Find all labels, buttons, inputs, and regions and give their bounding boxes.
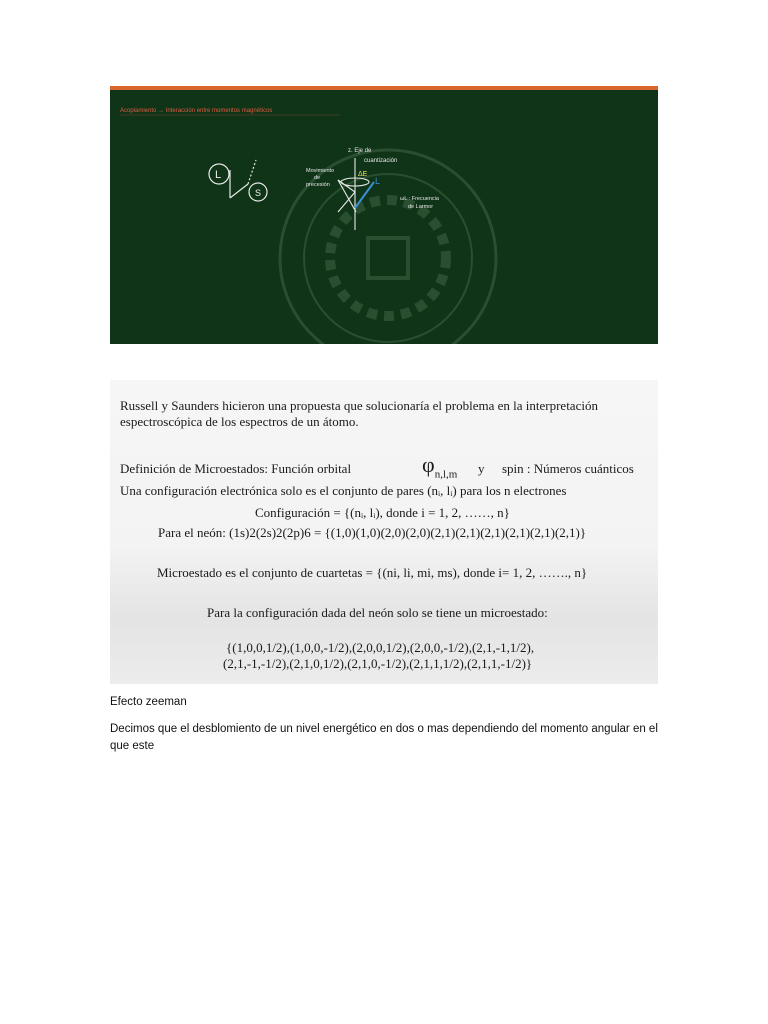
slide-line-2: espectroscópica de los espectros de un átomo. [120,414,359,429]
phi-symbol [422,452,457,480]
label-de: de [314,175,321,181]
slide-line-9: {(1,0,0,1/2),(1,0,0,-1/2),(2,0,0,1/2),(2,0,0,-1/2),(2,1,-1,1/2), [226,640,535,655]
board-header: Acoplamiento → Interacción entre momentos magnéticos [120,108,273,114]
blackboard-image [110,86,658,344]
slide-line-4: Una configuración electrónica solo es el conjunto de pares (nᵢ, lᵢ) para los n electrones [120,483,567,498]
label-L: L [215,169,222,181]
slide-line-5: Configuración = {(nᵢ, lᵢ), donde i = 1, 2, ……, n} [255,505,510,520]
microstates-slide [110,380,658,684]
label-cuantizacion: cuantización [364,158,398,164]
slide-line-7: Microestado es el conjunto de cuartetas = {(ni, li, mi, ms), donde i= 1, 2, ……., n} [157,565,588,580]
section-paragraph: Decimos que el desblomiento de un nivel energético en dos o mas dependiendo del momento angular en el que este [110,723,658,752]
slide-line-1: Russell y Saunders hicieron una propuesta que solucionaría el problema en la interpretación [120,398,598,413]
label-S: S [255,188,262,198]
label-larmor-freq: ωL : Frecuencia [400,196,439,202]
slide-spin: spin : Números cuánticos [502,461,634,476]
label-delta-e: ΔE [358,171,368,178]
label-movimiento: Movimiento [306,168,335,174]
label-larmor: de Larmor [408,204,434,210]
slide-definition-label: Definición de Microestados: Función orbital [120,461,352,476]
phi-glyph: φ [422,452,435,477]
university-seal-watermark [280,150,496,344]
slide-line-8: Para la configuración dada del neón solo se tiene un microestado: [207,605,548,620]
section-heading: Efecto zeeman [110,696,187,708]
slide-y: y [478,461,485,476]
phi-subscript: n,l,m [434,468,458,481]
blackboard-drawing [110,90,658,344]
label-vector: L [375,176,381,186]
label-eje: z. Eje de [348,148,372,154]
slide-line-10: (2,1,-1,-1/2),(2,1,0,1/2),(2,1,0,-1/2),(2,1,1,1/2),(2,1,1,-1/2)} [223,656,533,671]
label-precesion: precesión [306,182,330,188]
slide-line-6: Para el neón: (1s)2(2s)2(2p)6 = {(1,0)(1,0)(2,0)(2,0)(2,1)(2,1)(2,1)(2,1)(2,1)(2,1)} [158,525,587,540]
